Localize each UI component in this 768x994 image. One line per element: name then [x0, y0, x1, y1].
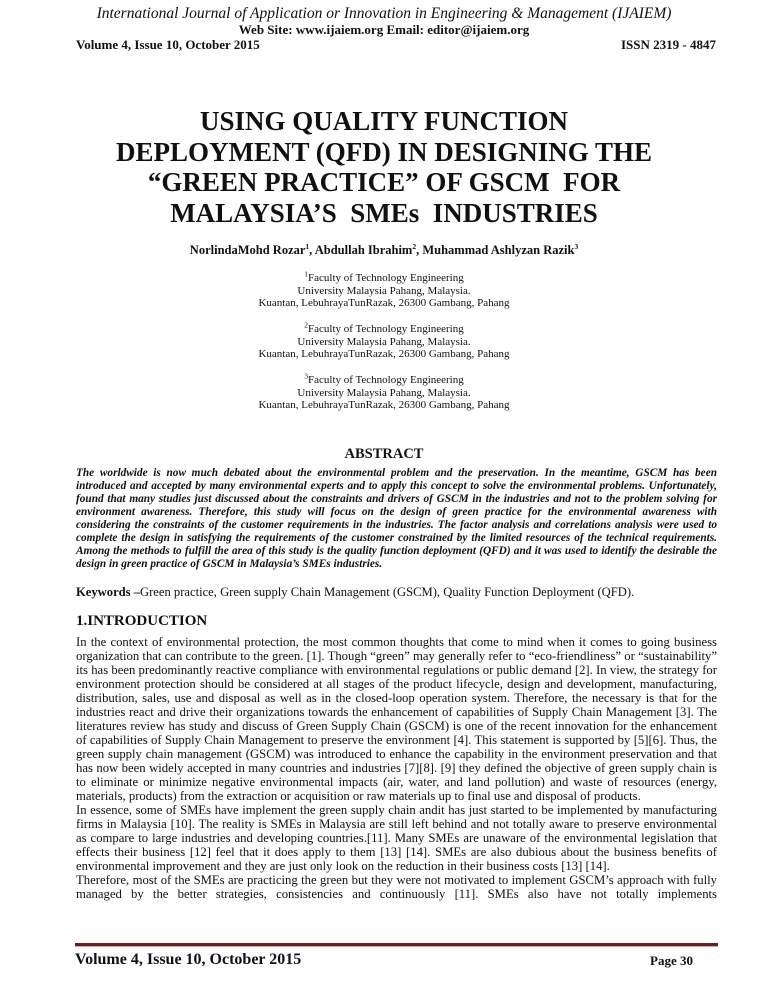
author-name: NorlindaMohd Rozar — [189, 243, 306, 257]
journal-name: International Journal of Application or Innovation in Engineering & Management (IJAIEM) — [96, 5, 672, 22]
abstract-heading: ABSTRACT — [344, 446, 424, 462]
abstract-text: The worldwide is now much debated about the environmental problem and the preservation. In the meantime, GSCM has been introduced and accepted by many environmental experts and to apply this concept to solve the environmental problems. Unfortunately, found that many studies just discussed about the constraints and drivers of GSCM in the industries and not to the problem solving for environment awareness. Therefore, this study will focus on the design of green practice for the environmental awareness with considering the constraints of the customer requirements in the industries. The factor analysis and correlations analysis were used to complete the design in satisfying the requirements of the customer constrained by the limited resources of the technical requirements. Among the methods to fulfill the area of this study is the quality function deployment (QFD) and it was used to identify the desirable the design in green practice of GSCM in Malaysia’s SMEs industries. — [76, 467, 717, 570]
affil-address: Kuantan, LebuhrayaTunRazak, 26300 Gambang, Pahang — [258, 297, 510, 310]
affil-mark: 2 — [304, 320, 308, 330]
affiliation — [0, 320, 768, 361]
author-name: Muhammad Ashlyzan Razik — [422, 243, 575, 257]
affil-university: University Malaysia Pahang, Malaysia. — [297, 335, 471, 348]
keywords-text: Green practice, Green supply Chain Management (GSCM), Quality Function Deployment (QFD). — [140, 585, 635, 599]
affil-university: University Malaysia Pahang, Malaysia. — [297, 284, 471, 297]
affil-mark: 1 — [304, 269, 308, 279]
affil-address: Kuantan, LebuhrayaTunRazak, 26300 Gambang, Pahang — [258, 399, 510, 412]
title-line: DEPLOYMENT (QFD) IN DESIGNING THE — [115, 136, 653, 167]
title-line: USING QUALITY FUNCTION — [199, 106, 569, 136]
introduction-body — [76, 635, 717, 901]
affil-faculty: Faculty of Technology Engineering — [308, 272, 464, 284]
footer-divider — [75, 943, 718, 947]
author-list — [0, 243, 768, 258]
page-number: Page 30 — [650, 953, 693, 968]
footer-volume: Volume 4, Issue 10, October 2015 — [75, 951, 302, 968]
keywords — [76, 585, 717, 600]
affiliation — [0, 371, 768, 412]
title-line: MALAYSIA’S SMEs INDUSTRIES — [170, 197, 598, 228]
author-separator: , — [416, 243, 423, 257]
author-affil-mark: 2 — [412, 241, 417, 251]
journal-website: Web Site: www.ijaiem.org Email: editor@ijaiem.org — [238, 22, 530, 37]
title-line: “GREEN PRACTICE” OF GSCM FOR — [147, 167, 621, 197]
section-heading-introduction: 1.INTRODUCTION — [76, 613, 208, 629]
paragraph: In essence, some of SMEs have implement the green supply chain andit has just started to be implemented by manufacturing firms in Malaysia [10]. The reality is SMEs in Malaysia are still left behind and not totally aware to preserve environmental as compare to large industries and developing countries.[11]. Many SMEs are unaware of the environmental legislation that effects their business [12] feel that it does apply to them [13] [14]. SMEs are also dubious about the business benefits of environmental improvement and they are just only look on the reduction in their business costs [13] [14]. — [76, 803, 717, 873]
paragraph: In the context of environmental protection, the most common thoughts that come to mind when it comes to going business organization that can contribute to the green. [1]. Though “green” may generally refer to “eco-friendliness” or “sustainability” its has been predominantly reactive compliance with environmental regulations or public demand [2]. In view, the strategy for environment protection should be considered at all stages of the product lifecycle, design and development, manufacturing, distribution, sales, use and disposal as well as in the closed-loop operation system. Therefore, the necessary is that for the industries react and drive their organizations towards the enhancement of capabilities of Supply Chain Management [3]. The literatures review has study and discuss of Green Supply Chain (GSCM) is one of the recent innovation for the enhancement of capabilities of Supply Chain Management to preserve the environment [4]. This statement is supported by [5][6]. Thus, the green supply chain management (GSCM) was introduced to enhance the capability in the environment preservation and that has now been widely accepted in many countries and industries [7][8]. [9] they defined the objective of green supply chain is to eliminate or minimize negative environmental impacts (air, water, and land pollution) and waste of resources (energy, materials, products) from the extraction or acquisition or raw materials up to final use and disposal of products. — [76, 635, 717, 803]
affil-faculty: Faculty of Technology Engineering — [308, 323, 464, 335]
paper-title — [0, 106, 768, 228]
affil-address: Kuantan, LebuhrayaTunRazak, 26300 Gambang, Pahang — [258, 348, 510, 361]
paragraph: Therefore, most of the SMEs are practicing the green but they were not motivated to implement GSCM’s approach with fully managed by the better strategies, consistencies and continuously [11]. SMEs also have not totally implements — [76, 873, 717, 901]
author-separator: , — [309, 243, 315, 257]
header-issn: ISSN 2319 - 4847 — [621, 37, 716, 52]
keywords-label: Keywords – — [76, 585, 141, 599]
affiliation — [0, 269, 768, 310]
affil-university: University Malaysia Pahang, Malaysia. — [297, 386, 471, 399]
author-name: Abdullah Ibrahim — [314, 243, 413, 257]
affil-mark: 3 — [304, 371, 308, 381]
author-affil-mark: 1 — [305, 241, 310, 251]
affil-faculty: Faculty of Technology Engineering — [308, 374, 464, 386]
header-volume: Volume 4, Issue 10, October 2015 — [76, 37, 260, 52]
author-affil-mark: 3 — [574, 241, 579, 251]
